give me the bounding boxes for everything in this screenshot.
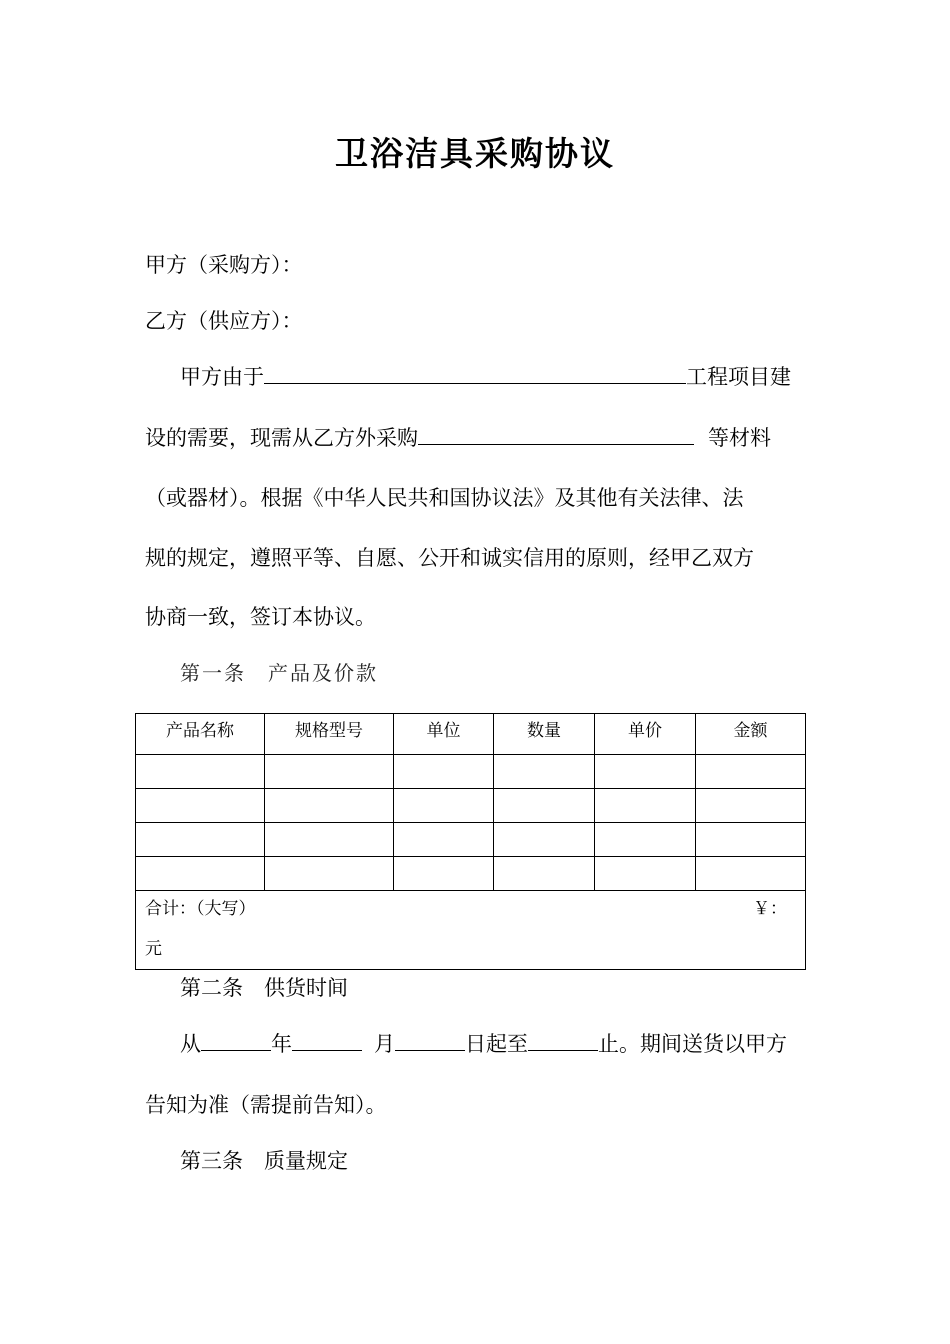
table-row [136, 823, 806, 857]
header-product-name: 产品名称 [136, 714, 265, 755]
total-yen-label: ￥： [753, 899, 787, 919]
table-cell[interactable] [136, 789, 265, 823]
table-cell[interactable] [494, 789, 595, 823]
table-row [136, 857, 806, 891]
header-unit-price: 单价 [595, 714, 696, 755]
article-1-heading: 第一条 产品及价款 [180, 661, 378, 685]
intro-text: 甲方由于 [180, 365, 264, 389]
table-cell[interactable] [136, 857, 265, 891]
table-cell[interactable] [394, 823, 494, 857]
table-cell[interactable] [595, 857, 696, 891]
table-cell[interactable] [595, 823, 696, 857]
total-cell[interactable] [136, 891, 806, 970]
party-a-label: 甲方（采购方）： [145, 253, 303, 277]
header-quantity: 数量 [494, 714, 595, 755]
product-price-table [135, 713, 806, 970]
table-cell[interactable] [696, 857, 806, 891]
header-spec-model: 规格型号 [265, 714, 394, 755]
header-amount: 金额 [696, 714, 806, 755]
table-cell[interactable] [265, 755, 394, 789]
document-title: 卫浴洁具采购协议 [335, 134, 615, 173]
table-cell[interactable] [696, 755, 806, 789]
table-cell[interactable] [265, 857, 394, 891]
day-blank[interactable] [395, 1030, 465, 1051]
material-blank[interactable] [418, 424, 694, 445]
intro-line-2 [145, 422, 771, 452]
intro-text: 工程项目建 [686, 365, 791, 389]
table-cell[interactable] [136, 755, 265, 789]
table-cell[interactable] [494, 857, 595, 891]
intro-text: 等材料 [708, 426, 771, 450]
year-blank[interactable] [201, 1030, 271, 1051]
time-text: 月 [374, 1032, 395, 1056]
table-header-row [136, 714, 806, 755]
table-total-row [136, 891, 806, 970]
time-line-1 [180, 1028, 787, 1058]
table-cell[interactable] [265, 823, 394, 857]
total-label: 合计：（大写） [145, 899, 256, 919]
table-cell[interactable] [494, 823, 595, 857]
intro-line-5: 协商一致，签订本协议。 [145, 605, 376, 629]
time-line-2: 告知为准（需提前告知）。 [145, 1093, 387, 1117]
table-cell[interactable] [136, 823, 265, 857]
time-text: 止。期间送货以甲方 [598, 1032, 787, 1056]
total-unit-label: 元 [145, 939, 162, 959]
end-date-blank[interactable] [528, 1030, 598, 1051]
intro-line-1 [180, 361, 791, 391]
intro-text: 设的需要，现需从乙方外采购 [145, 426, 418, 450]
intro-line-4: 规的规定，遵照平等、自愿、公开和诚实信用的原则，经甲乙双方 [145, 546, 754, 570]
table-cell[interactable] [394, 789, 494, 823]
article-3-heading: 第三条 质量规定 [180, 1149, 348, 1173]
table-cell[interactable] [265, 789, 394, 823]
table-row [136, 789, 806, 823]
table-cell[interactable] [595, 789, 696, 823]
month-blank[interactable] [292, 1030, 362, 1051]
table-cell[interactable] [394, 857, 494, 891]
project-name-blank[interactable] [264, 363, 686, 384]
table-row [136, 755, 806, 789]
time-text: 日起至 [465, 1032, 528, 1056]
header-unit: 单位 [394, 714, 494, 755]
time-text: 年 [271, 1032, 292, 1056]
table-cell[interactable] [595, 755, 696, 789]
party-b-label: 乙方（供应方）： [145, 309, 303, 333]
table-cell[interactable] [494, 755, 595, 789]
table-cell[interactable] [394, 755, 494, 789]
table-cell[interactable] [696, 789, 806, 823]
time-text: 从 [180, 1032, 201, 1056]
article-2-heading: 第二条 供货时间 [180, 976, 348, 1000]
table-cell[interactable] [696, 823, 806, 857]
intro-line-3: （或器材）。根据《中华人民共和国协议法》及其他有关法律、法 [145, 486, 744, 510]
